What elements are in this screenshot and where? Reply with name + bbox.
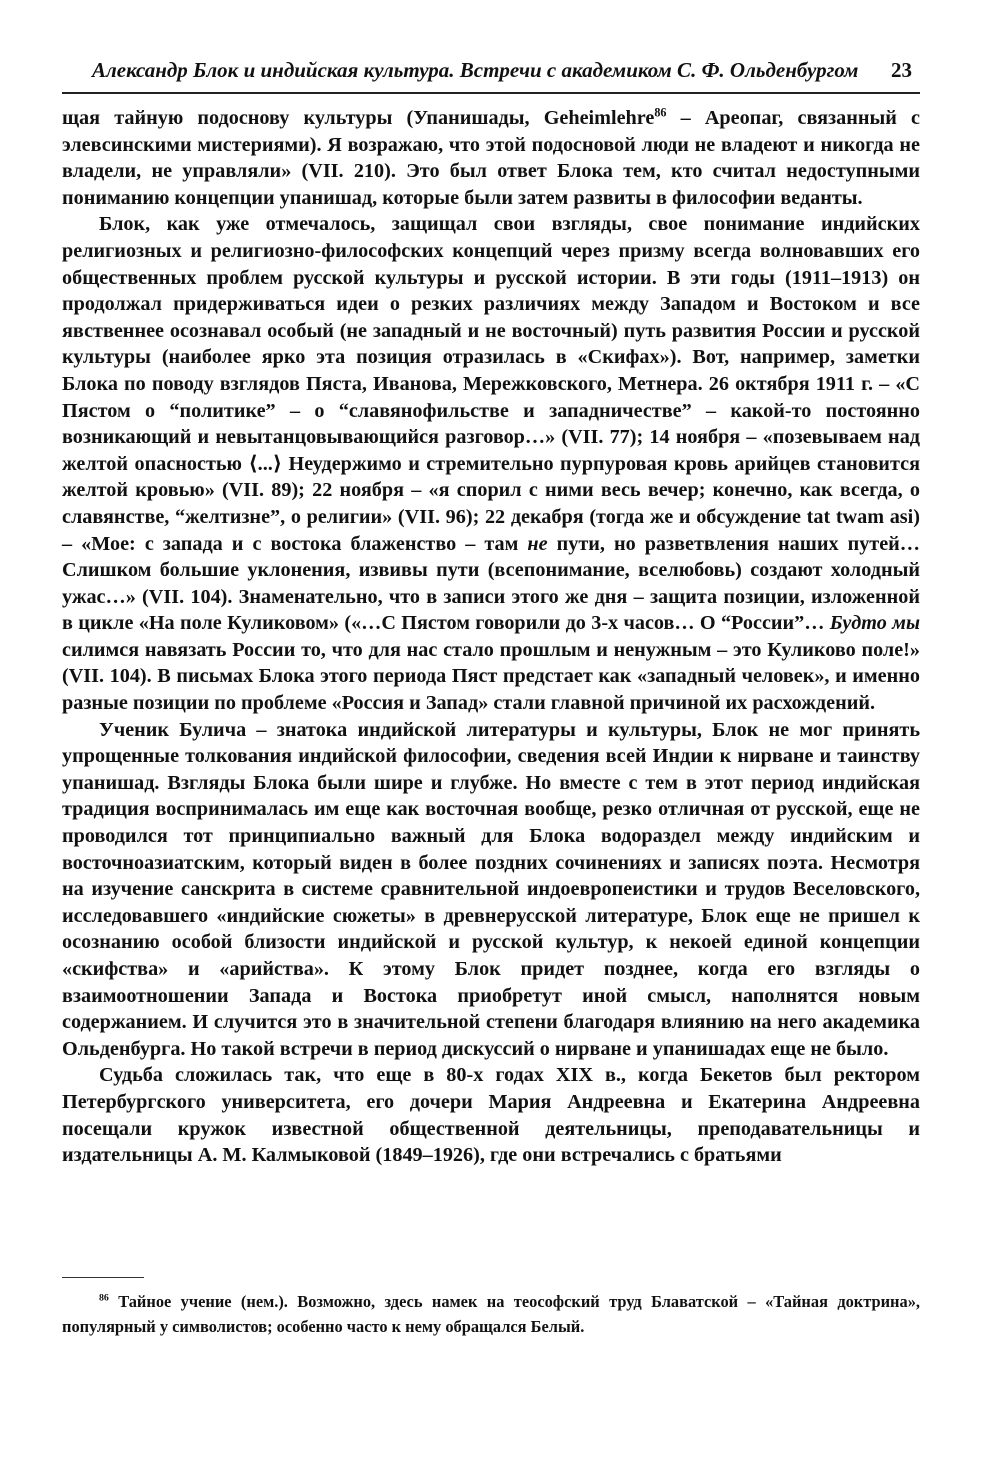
paragraph-3: Ученик Булича – знатока индийской литературы и культуры, Блок не мог принять упрощенные толкования индийской философии, сведения всей Индии к нирване и таинству упанишад. Взгляды Блока были шире и глубже. Но вместе с тем в этот период индийская традиция воспринималась им еще как восточная вообще, резко отличная от русской, еще не проводился тот принципиально важный для Блока водораздел между индийским и восточноазиатским, который виден в более поздних сочинениях и записях поэта. Несмотря на изучение санскрита в системе сравнительной индоевропеистики и трудов Веселовского, исследовавшего «индийские сюжеты» в древнерусской литературе, Блок еще не пришел к осознанию особой близости индийской и русской культур, к некоей единой концепции «скифства» и «арийства». К этому Блок придет позднее, когда его взгляды о взаимоотношении Запада и Востока приобретут иной смысл, наполнятся новым содержанием. И случится это в значительной степени благодаря влиянию на него академика Ольденбурга. Но такой встречи в период дискуссий о нирване и упанишадах еще не было. [62, 718, 920, 1060]
footnote-text: Тайное учение (нем.). Возможно, здесь намек на теософский труд Блаватской – «Тайная доктрина», популярный у символистов; особенно часто к нему обращался Белый. [62, 1292, 920, 1336]
body-text [62, 105, 920, 1169]
page-number: 23 [891, 58, 912, 82]
paragraph-1-text-b: – Ареопаг, связанный с элевсинскими мистериями). Я возражаю, что этой подосновой люди не владеют и никогда не владели, не управляли» (VII. 210). Это был ответ Блока тем, кто считал недоступными пониманию концепции упанишад, которые были затем развиты в философии веданты. [62, 107, 920, 209]
running-head [62, 52, 920, 92]
paragraph-2-text-b: пути, но разветвления наших путей… Слишком большие уклонения, извивы пути (всепонимание, вселюбовь) создают холодный ужас…» (VII. 104). Знаменательно, что в записи этого же дня – защита позиции, изложенной в цикле «На поле Куликовом» («…С Пястом говорили до 3-х часов… О “России”… [62, 532, 920, 635]
header-rule [62, 92, 920, 94]
paragraph-1 [62, 105, 920, 211]
paragraph-2-emphasis-2: Будто мы [829, 612, 920, 635]
paragraph-1-text-a: щая тайную подоснову культуры (Упанишады, Geheimlehre [62, 107, 655, 129]
paragraph-2 [62, 211, 920, 716]
running-title: Александр Блок и индийская культура. Встречи с академиком С. Ф. Ольденбургом [92, 58, 859, 82]
footnote-number: 86 [99, 1292, 109, 1304]
footnote-rule [62, 1277, 144, 1278]
paragraph-2-text-c: силимся навязать России то, что для нас стало прошлым и ненужным – это Куликово поле!» (VII. 104). В письмах Блока этого периода Пяст предстает как «западный человек», и именно разные позиции по проблеме «Россия и Запад» стали главной причиной их расхождений. [62, 638, 920, 715]
paragraph-2-text-a: Блок, как уже отмечалось, защищал свои взгляды, свое понимание индийских религиозных и религиозно-философских концепций через призму всегда волновавших его общественных проблем русской культуры и русской истории. В эти годы (1911–1913) он продолжал придерживаться идеи о резких различиях между Западом и Востоком и все явственнее осознавал особый (не западный и не восточный) путь развития России и русской культуры (наиболее ярко эта позиция отразилась в «Скифах»). Вот, например, заметки Блока по поводу взглядов Пяста, Иванова, Мережковского, Метнера. 26 октября 1911 г. – «С Пястом о “политике” – о “славянофильстве и западничестве” – какой-то постоянно возникающий и невытанцовывающийся разговор…» (VII. 77); 14 ноября – «позевываем над желтой опасностью ⟨...⟩ Неудержимо и стремительно пурпуровая кровь арийцев становится желтой кровью» (VII. 89); 22 ноября – «я спорил с ними весь вечер; конечно, как всегда, о славянстве, “желтизне”, о религии» (VII. 96); 22 декабря (тогда же и обсуждение tat twam asi) – «Мое: с запада и с востока блаженство – там [62, 213, 920, 555]
paragraph-4: Судьба сложилась так, что еще в 80-х годах XIX в., когда Бекетов был ректором Петербургского университета, его дочери Мария Андреевна и Екатерина Андреевна посещали кружок известной общественной деятельницы, преподавательницы и издательницы А. М. Калмыковой (1849–1926), где они встречались с братьями [62, 1064, 920, 1167]
footnote [62, 1289, 920, 1339]
footnote-reference: 86 [654, 105, 667, 120]
paragraph-2-emphasis-1: не [527, 532, 548, 555]
